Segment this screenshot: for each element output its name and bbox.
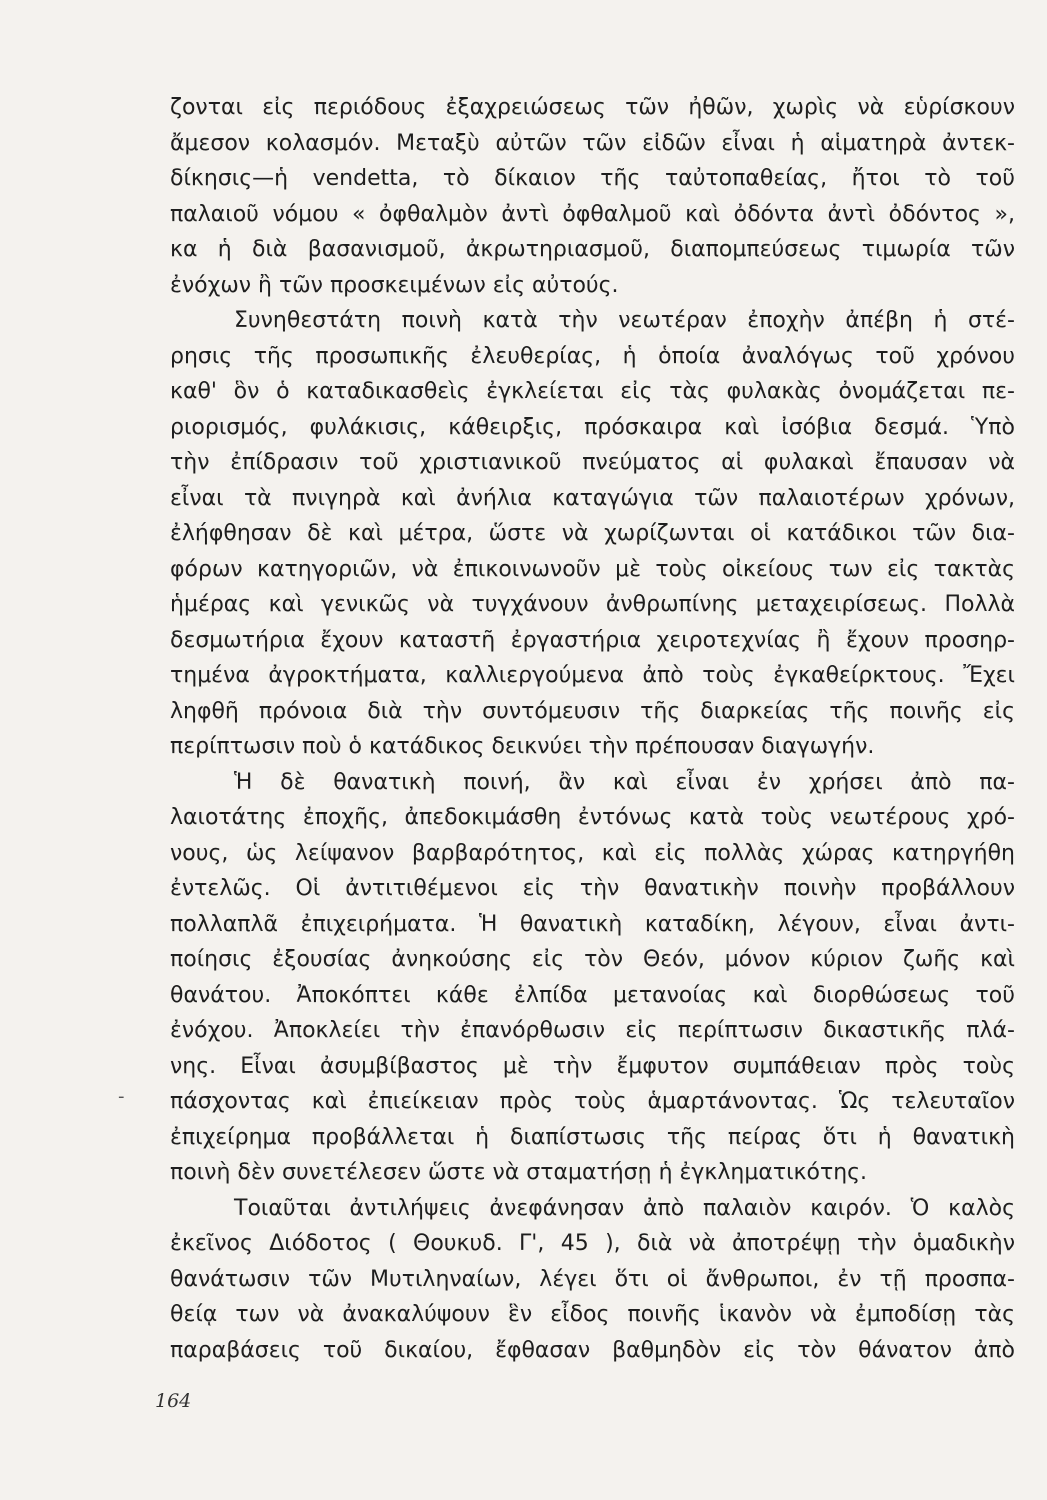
text-line: ἄμεσον κολασμόν. Μεταξὺ αὐτῶν τῶν εἰδῶν εἶναι ἡ αἱματηρὰ ἀντεκ- (170, 130, 1015, 156)
text-line: ἐντελῶς. Οἱ ἀντιτιθέμενοι εἰς τὴν θανατικὴν ποινὴν προβάλλουν (170, 876, 1015, 901)
text-line: φόρων κατηγοριῶν, νὰ ἐπικοινωνοῦν μὲ τοὺς οἰκείους των εἰς τακτὰς (170, 556, 1015, 582)
text-line: ποινὴ δὲν συνετέλεσεν ὥστε νὰ σταματήσῃ ἡ ἐγκληματικότης. (170, 1160, 868, 1185)
text-line: ποίησις ἐξουσίας ἀνηκούσης εἰς τὸν Θεόν, μόνον κύριον ζωῆς καὶ (170, 947, 1015, 972)
text-line: ἐπιχείρημα προβάλλεται ἡ διαπίστωσις τῆς πείρας ὅτι ἡ θανατικὴ (170, 1124, 1015, 1150)
paragraph-4 (170, 1191, 1015, 1369)
text-line: λαιοτάτης ἐποχῆς, ἀπεδοκιμάσθη ἐντόνως κατὰ τοὺς νεωτέρους χρό- (170, 805, 1015, 830)
paragraph-3 (170, 765, 1015, 1191)
text-line: θανάτωσιν τῶν Μυτιληναίων, λέγει ὅτι οἱ ἄνθρωποι, ἐν τῇ προσπα- (170, 1266, 1015, 1292)
text-line: τὴν ἐπίδρασιν τοῦ χριστιανικοῦ πνεύματος αἱ φυλακαὶ ἔπαυσαν νὰ (170, 450, 1015, 475)
text-line: καθ' ὃν ὁ καταδικασθεὶς ἐγκλείεται εἰς τὰς φυλακὰς ὀνομάζεται πε- (170, 379, 1015, 404)
text-line: εἶναι τὰ πνιγηρὰ καὶ ἀνήλια καταγώγια τῶν παλαιοτέρων χρόνων, (170, 485, 1015, 511)
text-line: πολλαπλᾶ ἐπιχειρήματα. Ἡ θανατικὴ καταδίκη, λέγουν, εἶναι ἀντι- (170, 911, 1015, 937)
text-line: ἐνόχων ἢ τῶν προσκειμένων εἰς αὐτούς. (170, 272, 619, 298)
text-line: παραβάσεις τοῦ δικαίου, ἔφθασαν βαθμηδὸν εἰς τὸν θάνατον ἀπὸ (170, 1337, 1015, 1363)
body-text (170, 90, 1015, 1368)
paragraph-2 (170, 303, 1015, 765)
paragraph-1 (170, 90, 1015, 303)
text-line: Τοιαῦται ἀντιλήψεις ἀνεφάνησαν ἀπὸ παλαιὸν καιρόν. Ὁ καλὸς (234, 1195, 1015, 1221)
text-line: παλαιοῦ νόμου « ὀφθαλμὸν ἀντὶ ὀφθαλμοῦ καὶ ὀδόντα ἀντὶ ὀδόντος », (170, 201, 1015, 227)
text-line: πάσχοντας καὶ ἐπιείκειαν πρὸς τοὺς ἁμαρτάνοντας. Ὡς τελευταῖον (170, 1089, 1015, 1114)
margin-mark: - (118, 1086, 125, 1107)
text-line: ἐνόχου. Ἀποκλείει τὴν ἐπανόρθωσιν εἰς περίπτωσιν δικαστικῆς πλά- (170, 1018, 1015, 1043)
text-line: δεσμωτήρια ἔχουν καταστῆ ἐργαστήρια χειροτεχνίας ἢ ἔχουν προσηρ- (170, 627, 1015, 653)
text-line: θείᾳ των νὰ ἀνακαλύψουν ἓν εἶδος ποινῆς ἱκανὸν νὰ ἐμποδίσῃ τὰς (170, 1302, 1015, 1327)
text-line: νους, ὡς λείψανον βαρβαρότητος, καὶ εἰς πολλὰς χώρας κατηργήθη (170, 840, 1015, 866)
text-line: νης. Εἶναι ἀσυμβίβαστος μὲ τὴν ἔμφυτον συμπάθειαν πρὸς τοὺς (170, 1053, 1015, 1079)
text-line: ριορισμός, φυλάκισις, κάθειρξις, πρόσκαιρα καὶ ἰσόβια δεσμά. Ὑπὸ (170, 414, 1015, 440)
text-line: τημένα ἀγροκτήματα, καλλιεργούμενα ἀπὸ τοὺς ἐγκαθείρκτους. Ἔχει (170, 663, 1015, 688)
text-line: ρησις τῆς προσωπικῆς ἐλευθερίας, ἡ ὁποία ἀναλόγως τοῦ χρόνου (170, 343, 1015, 369)
text-line: κα ἡ διὰ βασανισμοῦ, ἀκρωτηριασμοῦ, διαπομπεύσεως τιμωρία τῶν (170, 237, 1015, 262)
text-line: ἐκεῖνος Διόδοτος ( Θουκυδ. Γ', 45 ), διὰ νὰ ἀποτρέψῃ τὴν ὁμαδικὴν (170, 1231, 1015, 1256)
text-line: θανάτου. Ἀποκόπτει κάθε ἐλπίδα μετανοίας καὶ διορθώσεως τοῦ (170, 982, 1015, 1008)
text-line: ἡμέρας καὶ γενικῶς νὰ τυγχάνουν ἀνθρωπίνης μεταχειρίσεως. Πολλὰ (170, 592, 1015, 617)
text-line: ληφθῆ πρόνοια διὰ τὴν συντόμευσιν τῆς διαρκείας τῆς ποινῆς εἰς (170, 698, 1015, 724)
text-line: Συνηθεστάτη ποινὴ κατὰ τὴν νεωτέραν ἐποχὴν ἀπέβη ἡ στέ- (234, 308, 1015, 333)
text-line: δίκησις—ἡ vendetta, τὸ δίκαιον τῆς ταὐτοπαθείας, ἤτοι τὸ τοῦ (170, 166, 1015, 191)
page-number: 164 (155, 1390, 192, 1412)
text-line: περίπτωσιν ποὺ ὁ κατάδικος δεικνύει τὴν πρέπουσαν διαγωγήν. (170, 734, 875, 759)
text-line: ζονται εἰς περιόδους ἐξαχρειώσεως τῶν ἠθῶν, χωρὶς νὰ εὑρίσκουν (170, 95, 1015, 120)
text-line: ἐλήφθησαν δὲ καὶ μέτρα, ὥστε νὰ χωρίζωνται οἱ κατάδικοι τῶν δια- (170, 521, 1015, 546)
text-line: Ἡ δὲ θανατικὴ ποινή, ἂν καὶ εἶναι ἐν χρήσει ἀπὸ πα- (234, 769, 1015, 795)
